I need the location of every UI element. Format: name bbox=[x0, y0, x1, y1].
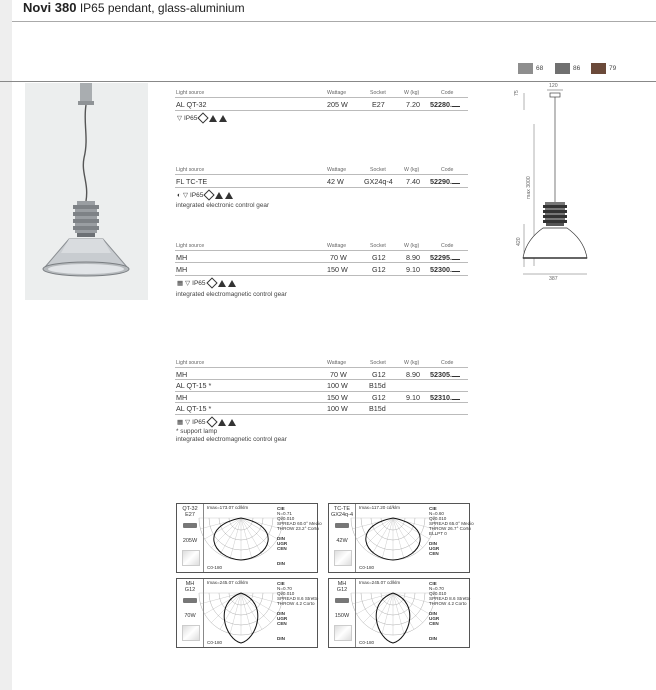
warning-icon bbox=[209, 115, 217, 122]
cell-light: AL QT-15 * bbox=[176, 404, 212, 413]
certification-icons bbox=[177, 114, 227, 122]
lamp-icon bbox=[335, 523, 349, 528]
cell-code bbox=[430, 370, 460, 379]
col-header-weight: W (kg) bbox=[404, 243, 420, 249]
section-rule bbox=[0, 81, 656, 82]
dim-side-3: 420 bbox=[516, 237, 522, 246]
photometric-line: DIN bbox=[429, 611, 437, 616]
photometric-line: SPREAD 8.6 Stretto bbox=[429, 596, 471, 601]
col-header-weight: W (kg) bbox=[404, 90, 420, 96]
lamp-wattage: 150W bbox=[334, 613, 350, 619]
dim-top: 120 bbox=[549, 83, 558, 89]
warning-icon bbox=[218, 280, 226, 287]
photometric-line: Ql/0.010 bbox=[429, 516, 447, 521]
photometric-line: DIN bbox=[277, 636, 285, 641]
photometric-line: CEN bbox=[429, 621, 439, 626]
cell-watt: 205 W bbox=[327, 100, 348, 109]
photometric-line: THROW 4.2 Corto bbox=[277, 601, 315, 606]
lamp-info bbox=[177, 504, 204, 572]
photometric-line: CIE bbox=[277, 506, 285, 511]
col-header-light: Light source bbox=[176, 167, 205, 173]
beam-preview-icon bbox=[182, 625, 200, 641]
plug-icon: ◐ bbox=[177, 191, 181, 199]
photometric-line: Ql/0.010 bbox=[277, 516, 295, 521]
cell-watt: 100 W bbox=[327, 381, 348, 390]
cell-code bbox=[430, 265, 460, 274]
class-icon bbox=[206, 277, 217, 288]
cell-weight: 8.90 bbox=[406, 370, 420, 379]
cell-socket: G12 bbox=[372, 265, 386, 274]
photometric-data bbox=[429, 581, 469, 641]
table-rule bbox=[175, 97, 468, 98]
cell-watt: 100 W bbox=[327, 404, 348, 413]
beam-preview-icon bbox=[334, 550, 352, 566]
ip-rating: IP65 bbox=[192, 418, 206, 426]
cell-socket: B15d bbox=[369, 404, 386, 413]
lamp-type: QT-32 bbox=[182, 506, 198, 512]
plane-label: C0-180 bbox=[359, 640, 375, 645]
dim-side-2: max 3000 bbox=[526, 176, 532, 199]
photometric-line: THROW 4.2 Corto bbox=[429, 601, 467, 606]
ip-rating: IP65 bbox=[184, 114, 198, 122]
cell-weight: 7.40 bbox=[406, 177, 420, 186]
code-text: 52300. bbox=[430, 265, 452, 274]
swatch-label-79: 79 bbox=[609, 65, 617, 72]
photometric-line: N=0.71 bbox=[277, 511, 292, 516]
table-rule bbox=[175, 414, 468, 415]
swatch-label-68: 68 bbox=[536, 65, 544, 72]
col-header-light: Light source bbox=[176, 360, 205, 366]
lamp-icon bbox=[183, 523, 197, 528]
cell-watt: 150 W bbox=[327, 265, 348, 274]
lamp-socket: GX24q-4 bbox=[330, 512, 353, 518]
cell-code bbox=[430, 177, 460, 186]
col-header-socket: Socket bbox=[370, 360, 386, 366]
lamp-type: MH bbox=[185, 581, 195, 587]
photometric-line: UGR bbox=[277, 616, 288, 621]
product-subtitle: IP65 pendant, glass-aluminium bbox=[79, 1, 245, 15]
table-rule bbox=[175, 187, 468, 188]
class-icon bbox=[204, 189, 215, 200]
photometric-line: N=0.70 bbox=[429, 586, 444, 591]
col-header-watt: Wattage bbox=[327, 167, 347, 173]
table-rule bbox=[175, 250, 468, 251]
photometric-line: DIN bbox=[277, 611, 285, 616]
photometric-data bbox=[277, 581, 317, 641]
col-header-light: Light source bbox=[176, 243, 205, 249]
dim-side-1: 75 bbox=[514, 90, 520, 96]
lamp-socket: E27 bbox=[185, 512, 195, 518]
photometric-panel bbox=[176, 503, 322, 573]
col-header-code: Code bbox=[441, 167, 454, 173]
col-header-weight: W (kg) bbox=[404, 360, 420, 366]
photometric-line: THROW 26.7° Corto bbox=[429, 526, 471, 531]
cell-watt: 42 W bbox=[327, 177, 344, 186]
photometric-line: N=0.60 bbox=[429, 511, 444, 516]
imax-label: Imax=117.20 cd/klm bbox=[359, 505, 400, 510]
cell-light: AL QT-15 * bbox=[176, 381, 212, 390]
ballast-icon: ▦ bbox=[177, 280, 184, 287]
ip-rating: IP65 bbox=[192, 279, 206, 287]
photometric-line: DIN bbox=[429, 636, 437, 641]
photometric-data bbox=[277, 506, 322, 566]
photometric-line: UGR bbox=[429, 546, 440, 551]
cell-light: AL QT-32 bbox=[176, 100, 207, 109]
lamp-socket: G12 bbox=[184, 587, 196, 593]
cell-code bbox=[430, 253, 460, 262]
dimension-drawing bbox=[510, 84, 630, 284]
col-header-light: Light source bbox=[176, 90, 205, 96]
polar-diagram bbox=[357, 585, 429, 647]
photometric-line: ELLPT 0 bbox=[429, 531, 447, 536]
cell-socket: G12 bbox=[372, 370, 386, 379]
warning-icon bbox=[218, 419, 226, 426]
swatch-79 bbox=[591, 63, 606, 74]
photometric-line: N=0.70 bbox=[277, 586, 292, 591]
ip-rating: IP65 bbox=[189, 191, 204, 199]
beam-preview-icon bbox=[182, 550, 200, 566]
cell-light: MH bbox=[176, 253, 188, 262]
photometric-line: UGR bbox=[277, 541, 288, 546]
plane-label: C0-180 bbox=[207, 565, 223, 570]
lamp-type: TC-TE bbox=[333, 506, 351, 512]
photometric-panel bbox=[176, 578, 318, 648]
col-header-watt: Wattage bbox=[327, 360, 347, 366]
cell-light: FL TC-TE bbox=[176, 177, 208, 186]
table-rule bbox=[175, 174, 468, 175]
photometric-panel bbox=[328, 578, 470, 648]
photometric-line: DIN bbox=[277, 536, 285, 541]
f-mark-icon: ▽ bbox=[182, 192, 188, 199]
cell-socket: G12 bbox=[372, 253, 386, 262]
code-text: 52280. bbox=[430, 100, 452, 109]
photometric-line: Ql/0.010 bbox=[429, 591, 447, 596]
photometric-line: CEN bbox=[429, 551, 439, 556]
col-header-code: Code bbox=[441, 243, 454, 249]
warning-icon bbox=[215, 192, 223, 199]
photometric-line: SPREAD 8.6 Stretto bbox=[277, 596, 319, 601]
swatch-86 bbox=[555, 63, 570, 74]
table-rule bbox=[175, 367, 468, 368]
certification-icons bbox=[177, 279, 236, 287]
photometric-line: CIE bbox=[429, 581, 437, 586]
table-rule bbox=[175, 379, 468, 380]
lamp-info bbox=[177, 579, 204, 647]
col-header-socket: Socket bbox=[370, 243, 386, 249]
polar-diagram bbox=[357, 510, 429, 572]
certification-icons bbox=[177, 418, 236, 426]
lamp-icon bbox=[335, 598, 349, 603]
header-rule bbox=[12, 21, 656, 22]
lamp-wattage: 70W bbox=[184, 613, 196, 619]
plane-label: C0-180 bbox=[207, 640, 223, 645]
lamp-wattage: 42W bbox=[336, 538, 348, 544]
photometric-line: SPREAD 60.0° Medio bbox=[277, 521, 322, 526]
f-mark-icon: ▽ bbox=[185, 280, 191, 287]
cell-socket: G12 bbox=[372, 393, 386, 402]
photometric-data bbox=[429, 506, 474, 561]
note-text: integrated electromagnetic control gear bbox=[176, 436, 287, 443]
warning-icon bbox=[219, 115, 227, 122]
note-text: integrated electromagnetic control gear bbox=[176, 291, 287, 298]
cell-code bbox=[430, 393, 460, 402]
ballast-icon: ▦ bbox=[177, 419, 184, 426]
table-rule bbox=[175, 275, 468, 276]
col-header-watt: Wattage bbox=[327, 243, 347, 249]
lamp-info bbox=[329, 504, 356, 572]
cell-weight: 7.20 bbox=[406, 100, 420, 109]
photometric-line: CIE bbox=[429, 506, 437, 511]
photometric-line: UGR bbox=[429, 616, 440, 621]
polar-diagram bbox=[205, 585, 277, 647]
code-text: 52295. bbox=[430, 253, 452, 262]
lamp-icon bbox=[183, 598, 197, 603]
cell-watt: 70 W bbox=[330, 253, 347, 262]
col-header-weight: W (kg) bbox=[404, 167, 420, 173]
lamp-info bbox=[329, 579, 356, 647]
cell-light: MH bbox=[176, 370, 188, 379]
certification-icons bbox=[177, 191, 233, 199]
swatch-label-86: 86 bbox=[573, 65, 581, 72]
cell-socket: GX24q-4 bbox=[364, 177, 393, 186]
imax-label: Imax=173.07 cd/klm bbox=[207, 505, 249, 510]
cell-watt: 150 W bbox=[327, 393, 348, 402]
f-mark-icon: ▽ bbox=[185, 419, 191, 426]
table-rule bbox=[175, 391, 468, 392]
cell-watt: 70 W bbox=[330, 370, 347, 379]
photometric-line: CIE bbox=[277, 581, 285, 586]
page-gutter bbox=[0, 0, 12, 690]
product-name: Novi 380 bbox=[23, 0, 77, 15]
imax-label: Imax=245.07 cd/klm bbox=[359, 580, 401, 585]
photometric-line: Ql/0.010 bbox=[277, 591, 295, 596]
photometric-line: CEN bbox=[277, 546, 287, 551]
code-text: 52290. bbox=[430, 177, 452, 186]
plane-label: C0-180 bbox=[359, 565, 375, 570]
photometric-line: CEN bbox=[277, 621, 287, 626]
cell-light: MH bbox=[176, 393, 188, 402]
photometric-line: DIN bbox=[429, 541, 437, 546]
cell-weight: 9.10 bbox=[406, 265, 420, 274]
col-header-code: Code bbox=[441, 90, 454, 96]
photometric-line: THROW 23.2° Corto bbox=[277, 526, 319, 531]
warning-icon bbox=[228, 280, 236, 287]
note-text: integrated electronic control gear bbox=[176, 202, 270, 209]
cell-weight: 9.10 bbox=[406, 393, 420, 402]
code-text: 52310. bbox=[430, 393, 452, 402]
col-header-watt: Wattage bbox=[327, 90, 347, 96]
beam-preview-icon bbox=[334, 625, 352, 641]
photometric-line bbox=[429, 556, 469, 561]
col-header-code: Code bbox=[441, 360, 454, 366]
cell-weight: 8.90 bbox=[406, 253, 420, 262]
code-text: 52305. bbox=[430, 370, 452, 379]
lamp-socket: G12 bbox=[336, 587, 348, 593]
class-icon bbox=[206, 416, 217, 427]
product-photo bbox=[25, 83, 148, 300]
lamp-type: MH bbox=[337, 581, 347, 587]
col-header-socket: Socket bbox=[370, 90, 386, 96]
cell-socket: E27 bbox=[372, 100, 385, 109]
page-title bbox=[23, 0, 245, 15]
warning-icon bbox=[225, 192, 233, 199]
photometric-line: DIN bbox=[277, 561, 285, 566]
polar-diagram bbox=[205, 510, 277, 572]
table-rule bbox=[175, 262, 468, 263]
photometric-panel bbox=[328, 503, 474, 573]
dim-bottom: 387 bbox=[549, 276, 558, 282]
cell-code bbox=[430, 100, 460, 109]
imax-label: Imax=245.07 cd/klm bbox=[207, 580, 249, 585]
cell-socket: B15d bbox=[369, 381, 386, 390]
table-rule bbox=[175, 402, 468, 403]
photometric-line: SPREAD 65.0° Medio bbox=[429, 521, 474, 526]
class-icon bbox=[198, 112, 209, 123]
table-rule bbox=[175, 110, 468, 111]
cell-light: MH bbox=[176, 265, 188, 274]
col-header-socket: Socket bbox=[370, 167, 386, 173]
swatch-68 bbox=[518, 63, 533, 74]
warning-icon bbox=[228, 419, 236, 426]
note-text: * support lamp bbox=[176, 428, 218, 435]
f-mark-icon: ▽ bbox=[177, 115, 182, 122]
lamp-wattage: 205W bbox=[182, 538, 198, 544]
